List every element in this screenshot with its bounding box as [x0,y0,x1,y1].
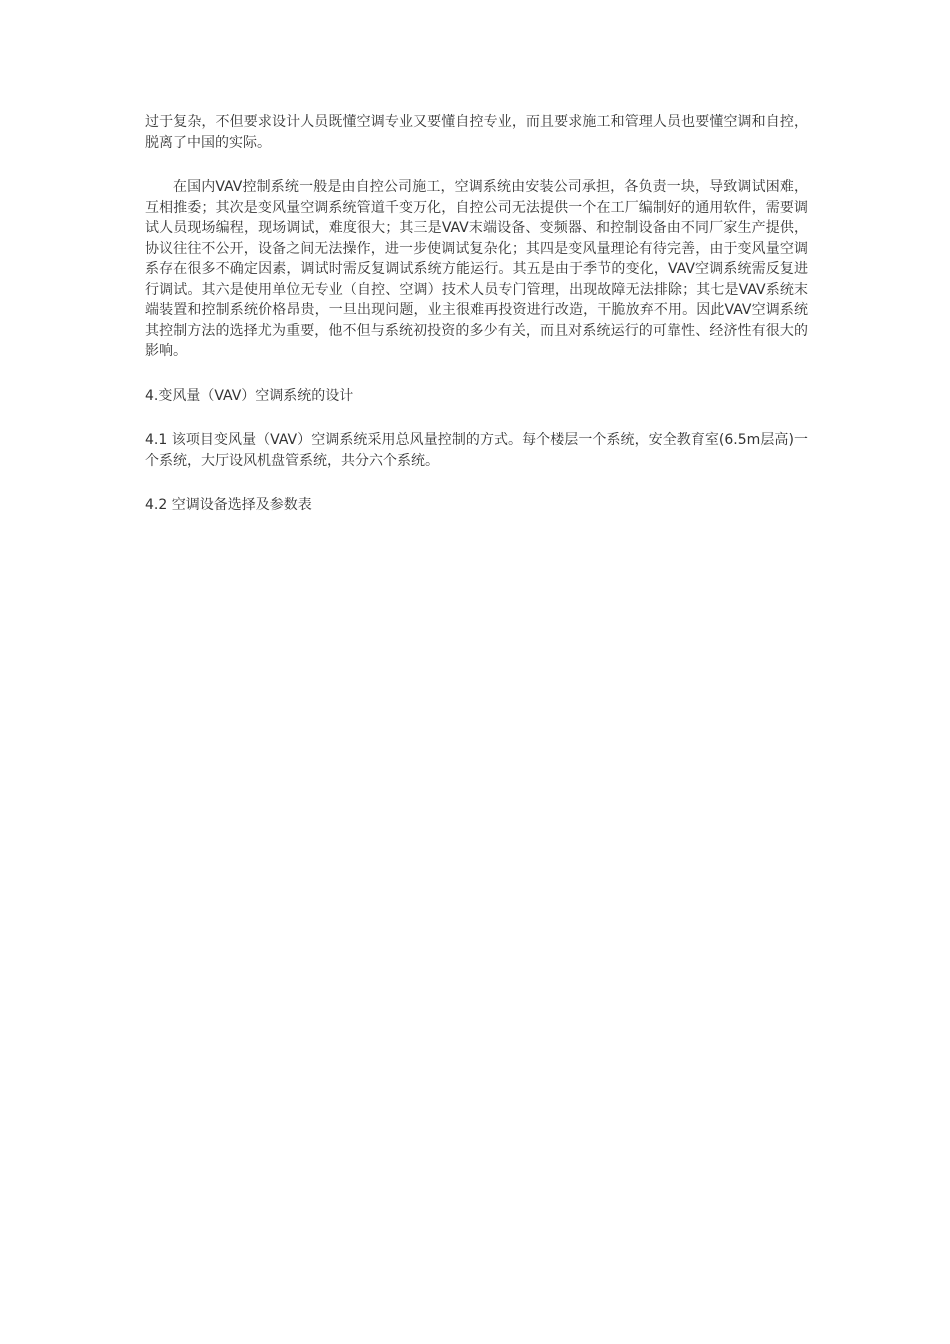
paragraph-continued: 过于复杂，不但要求设计人员既懂空调专业又要懂自控专业，而且要求施工和管理人员也要懂空调和自控，脱离了中国的实际。 [145,114,808,151]
subsection-4-1: 4.1 该项目变风量（VAV）空调系统采用总风量控制的方式。每个楼层一个系统，安全教育室(6.5m层高)一个系统，大厅设风机盘管系统，共分六个系统。 [145,432,808,469]
subsection-4-2-heading: 4.2 空调设备选择及参数表 [145,497,312,513]
section-heading-vav-design: 4.变风量（VAV）空调系统的设计 [145,387,354,404]
paragraph-vav-control-problems: 在国内VAV控制系统一般是由自控公司施工，空调系统由安装公司承担，各负责一块，导致调试困难，互相推委；其次是变风量空调系统管道千变万化，自控公司无法提供一个在工厂编制好的通用软件，需要调试人员现场编程，现场调试，难度很大；其三是VAV末端设备、变频器、和控制设备由不同厂家生产提供，协议往往不公开，设备之间无法操作，进一步使调试复杂化；其四是变风量理论有待完善，由于变风量空调系存在很多不确定因素，调试时需反复调试系统方能运行。其五是由于季节的变化，VAV空调系统需反复进行调试。其六是使用单位无专业（自控、空调）技术人员专门管理，出现故障无法排除；其七是VAV系统末端装置和控制系统价格昂贵，一旦出现问题，业主很难再投资进行改造，干脆放弃不用。因此VAV空调系统其控制方法的选择尤为重要，他不但与系统初投资的多少有关，而且对系统运行的可靠性、经济性有很大的影响。 [145,179,808,359]
document-body [145,112,808,540]
